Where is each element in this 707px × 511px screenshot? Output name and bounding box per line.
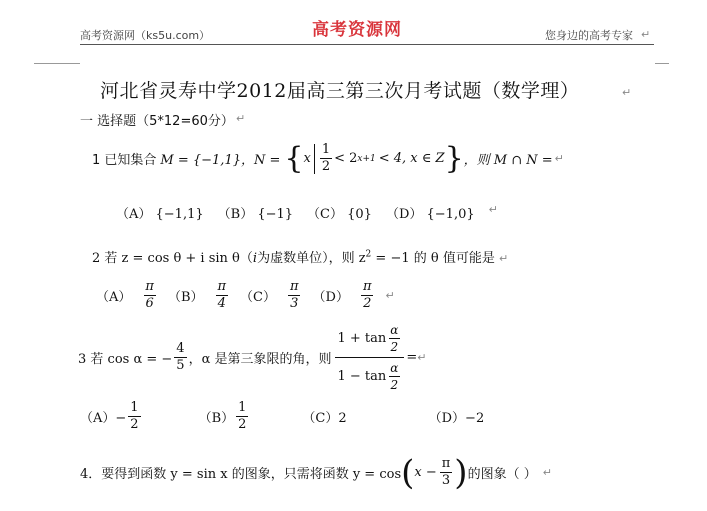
paragraph-mark-icon: ↵ (236, 112, 246, 125)
paragraph-mark-icon: ↵ (622, 86, 632, 99)
q3-option-c: （C）2 (302, 411, 347, 426)
q2-option-a-label: （A） (96, 290, 132, 305)
q3-tan-fraction: 1 + tan $\frac{\alpha}{2}$ 1 − tan $\frac{\alpha}{2}$ (335, 322, 404, 393)
paragraph-mark-icon: ↵ (554, 152, 564, 165)
paragraph-mark-icon: ↵ (488, 203, 498, 216)
q3-prefix: 3 若 cos α = − (78, 352, 173, 367)
paragraph-mark-icon: ↵ (641, 28, 651, 41)
question-3-options (80, 400, 484, 433)
q3-mid: ，α 是第三象限的角，则 (188, 352, 332, 367)
header-rule (80, 44, 654, 45)
q1-set-var: x (303, 151, 311, 166)
q1-half-fraction: $\frac{1}{2}$ (321, 142, 331, 174)
q1-set-m: M = {−1,1}，N = (160, 153, 281, 168)
header-left-text: 高考资源网（ks5u.com） (80, 29, 211, 42)
q2-option-d-fraction: $\frac{\pi}{2}$ (362, 279, 372, 311)
question-4-stem: 4．要得到函数 y = sin x 的图象，只需将函数 y = cos ( x − $\frac{\pi}{3}$ ) 的图象（ ） ↵ (80, 452, 552, 493)
header-right-text: 您身边的高考专家 (545, 29, 633, 42)
paragraph-mark-icon: ↵ (417, 351, 427, 364)
q1-option-b: （B） {−1} (217, 207, 294, 222)
q1-option-a: （A） {−1,1} (116, 207, 204, 222)
margin-mark-left (34, 63, 80, 64)
question-2-stem: 2 若 z = cos θ + i sin θ（i为虚数单位），则 $z^2 = -1$ 的 θ 值可能是 ↵ (92, 249, 509, 266)
q1-prefix: 1 已知集合 (92, 153, 157, 168)
paragraph-mark-icon: ↵ (542, 466, 552, 479)
q2-option-d-label: （D） (312, 290, 349, 305)
margin-mark-right (655, 63, 669, 64)
q1-option-c: （C） {0} (307, 207, 372, 222)
question-1-options (116, 203, 498, 222)
q3-cos-fraction: $\frac{4}{5}$ (176, 341, 185, 373)
question-3-stem: 3 若 cos α = − $\frac{4}{5}$ ，α 是第三象限的角，则 1 + tan $\frac{\alpha}{2}$ 1 − tan $\frac{\alpha}{2}$ = ↵ (78, 323, 427, 392)
section-heading: 一 选择题（5*12=60分） (80, 114, 234, 129)
q3-option-b-label: （B） (198, 411, 235, 426)
q2-option-c-label: （C） (240, 290, 276, 305)
q3-option-a-fraction: $\frac{1}{2}$ (130, 400, 139, 432)
q1-tail: ，则 M ∩ N = (463, 153, 553, 168)
q2-option-a-fraction: $\frac{\pi}{6}$ (145, 279, 154, 311)
question-1-stem: 1 已知集合 M = {−1,1}，N = { x $\frac{1}{2}$ < 2 x+1 < 4, x ∈ Z } ，则 M ∩ N = ↵ (92, 140, 564, 176)
q1-option-d: （D） {−1,0} (385, 207, 475, 222)
document-title: 河北省灵寿中学2012届高三第三次月考试题（数学理） (100, 80, 580, 102)
q2-option-b-fraction: $\frac{\pi}{4}$ (217, 279, 227, 311)
q3-option-a-label: （A）− (80, 411, 127, 426)
q4-text-a: 4．要得到函数 y = sin x 的图象，只需将函数 y = cos (80, 467, 402, 482)
q4-pi-fraction: $\frac{\pi}{3}$ (441, 456, 451, 488)
question-2-options (96, 279, 395, 312)
q2-option-c-fraction: $\frac{\pi}{3}$ (290, 279, 299, 311)
q2-option-b-label: （B） (167, 290, 204, 305)
q3-option-b-fraction: $\frac{1}{2}$ (238, 400, 247, 432)
paragraph-mark-icon: ↵ (385, 289, 395, 302)
paragraph-mark-icon: ↵ (498, 252, 509, 265)
q4-text-b: 的图象（ ） (467, 467, 537, 482)
watermark-logo: 高考资源网 (312, 20, 402, 40)
q3-option-d: （D）−2 (428, 411, 485, 426)
